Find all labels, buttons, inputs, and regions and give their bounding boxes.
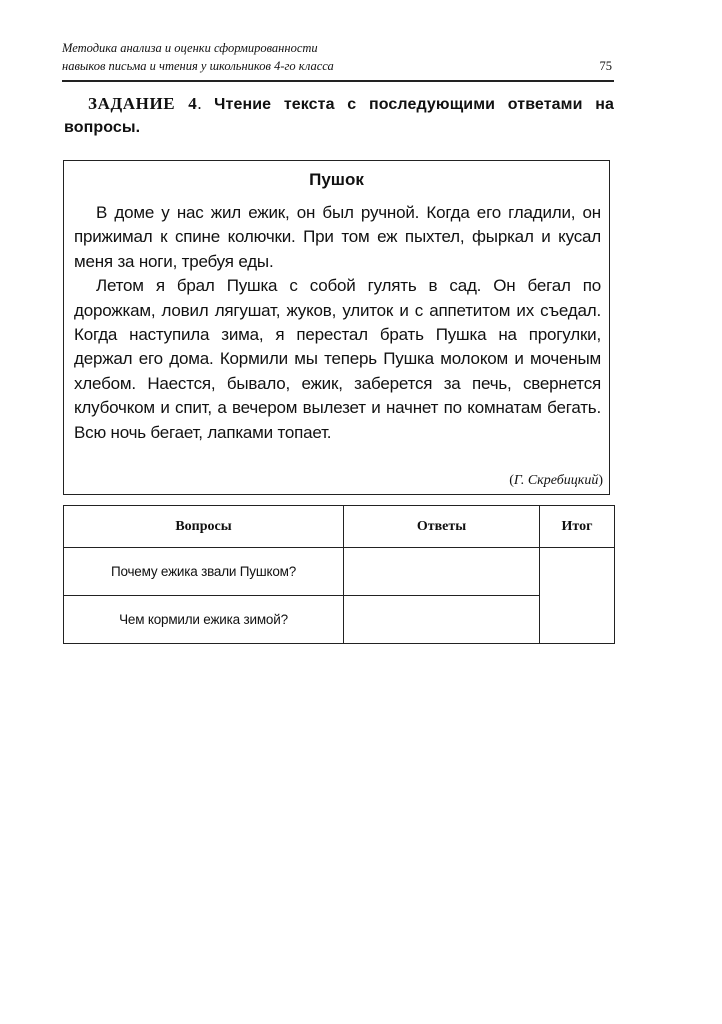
story-author: (Г. Скребицкий) bbox=[509, 473, 603, 488]
task-text: Чтение текста с последующими ответами на вопросы. bbox=[64, 96, 614, 136]
header-title-line-2: навыков письма и чтения у школьников 4-го класса bbox=[62, 59, 334, 73]
page-number: 75 bbox=[599, 59, 612, 73]
story-paragraph: Летом я брал Пушка с собой гулять в сад. Он бегал по дорожкам, ловил лягушат, жуков, улиток и с аппетитом их съедал. Когда наступила зима, я перестал брать Пушка на прогулки, держал его дома. Кормили мы теперь Пушка молоком и моченым хлебом. Наестся, бывало, ежик, заберется за печь, свернется клубочком и спит, а вечером вылезет и начнет по комнатам бегать. Всю ночь бегает, лапками топает. bbox=[74, 276, 601, 442]
author-name: Г. Скребицкий bbox=[513, 473, 599, 488]
story-paragraph: В доме у нас жил ежик, он был ручной. Когда его гладили, он прижимал к спине колючки. При том еж пыхтел, фыркал и кусал меня за ноги, требуя еды. bbox=[74, 203, 601, 271]
table-row bbox=[64, 548, 615, 596]
header-total: Итог bbox=[540, 506, 615, 548]
question-cell: Почему ежика звали Пушком? bbox=[64, 548, 344, 596]
story-box bbox=[63, 160, 610, 495]
story-title: Пушок bbox=[309, 170, 364, 189]
total-cell[interactable] bbox=[540, 548, 615, 644]
question-cell: Чем кормили ежика зимой? bbox=[64, 596, 344, 644]
questions-table bbox=[63, 505, 615, 644]
story-body bbox=[74, 201, 601, 445]
task-heading bbox=[64, 93, 614, 139]
answer-cell[interactable] bbox=[344, 596, 540, 644]
header-title-line-1: Методика анализа и оценки сформированности bbox=[62, 41, 318, 55]
running-header bbox=[62, 40, 614, 82]
header-answers: Ответы bbox=[344, 506, 540, 548]
header-questions: Вопросы bbox=[64, 506, 344, 548]
table-row bbox=[64, 596, 615, 644]
table-header-row bbox=[64, 506, 615, 548]
task-separator: . bbox=[197, 94, 215, 113]
answer-cell[interactable] bbox=[344, 548, 540, 596]
task-label: ЗАДАНИЕ 4 bbox=[88, 94, 198, 113]
